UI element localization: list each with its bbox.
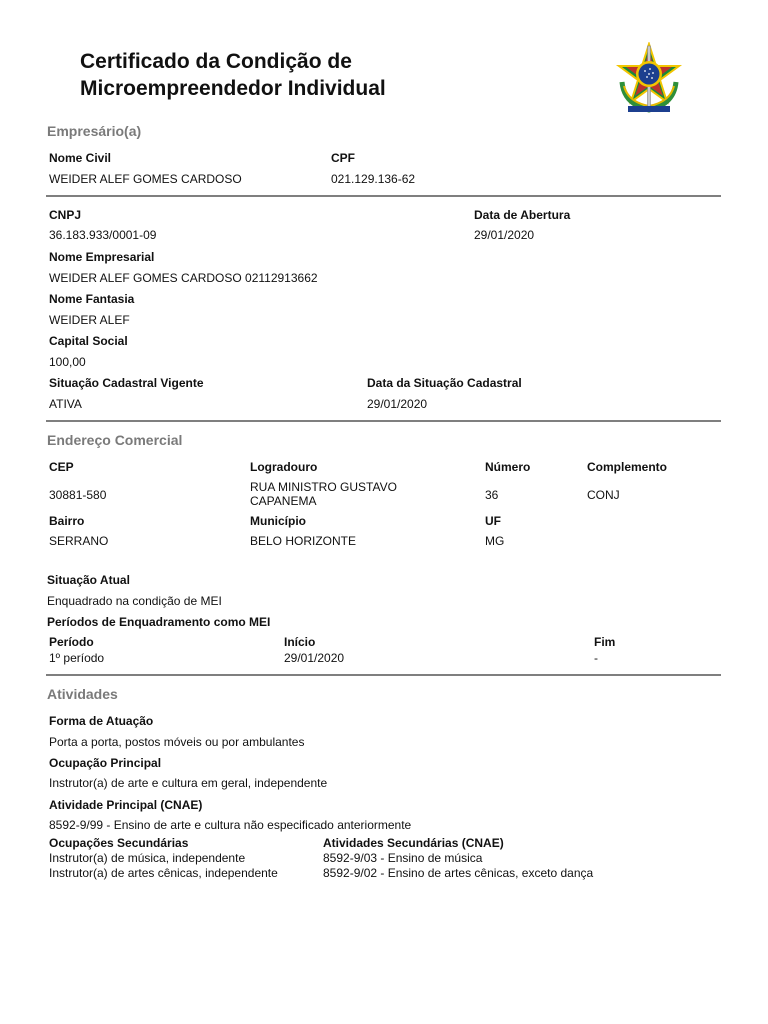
logradouro-value-line1: RUA MINISTRO GUSTAVO — [250, 480, 397, 494]
capital-social-label: Capital Social — [49, 334, 128, 348]
section-atividades: Atividades — [47, 686, 118, 702]
forma-atuacao-label: Forma de Atuação — [49, 714, 154, 728]
cep-label: CEP — [49, 460, 74, 474]
situacao-cadastral-label: Situação Cadastral Vigente — [49, 376, 204, 390]
cpf-label: CPF — [331, 151, 355, 165]
numero-label: Número — [485, 460, 531, 474]
data-situacao-label: Data da Situação Cadastral — [367, 376, 522, 390]
ocupacao-principal-label: Ocupação Principal — [49, 756, 162, 770]
ocupacao-secundaria-item: Instrutor(a) de artes cênicas, independente — [49, 866, 278, 880]
cnpj-value: 36.183.933/0001-09 — [49, 228, 157, 242]
capital-social-value: 100,00 — [49, 355, 86, 369]
periodos-label: Períodos de Enquadramento como MEI — [47, 615, 271, 629]
divider — [46, 420, 721, 422]
nome-empresarial-value: WEIDER ALEF GOMES CARDOSO 02112913662 — [49, 271, 318, 285]
atividade-principal-label: Atividade Principal (CNAE) — [49, 798, 203, 812]
cpf-value: 021.129.136-62 — [331, 172, 416, 186]
logradouro-value-line2: CAPANEMA — [250, 494, 317, 508]
cep-value: 30881-580 — [49, 488, 107, 502]
nome-fantasia-value: WEIDER ALEF — [49, 313, 130, 327]
section-empresario: Empresário(a) — [47, 123, 142, 139]
uf-value: MG — [485, 534, 505, 548]
data-abertura-label: Data de Abertura — [474, 208, 571, 222]
nome-civil-label: Nome Civil — [49, 151, 112, 165]
situacao-atual-value: Enquadrado na condição de MEI — [47, 594, 222, 608]
page-title-line1: Certificado da Condição de — [80, 50, 352, 73]
municipio-value: BELO HORIZONTE — [250, 534, 357, 548]
uf-label: UF — [485, 514, 501, 528]
divider — [46, 674, 721, 676]
atividades-secundarias-label: Atividades Secundárias (CNAE) — [323, 836, 504, 850]
numero-value: 36 — [485, 488, 499, 502]
complemento-value: CONJ — [587, 488, 620, 502]
nome-empresarial-label: Nome Empresarial — [49, 250, 155, 264]
atividade-secundaria-item: 8592-9/02 - Ensino de artes cênicas, exceto dança — [323, 866, 594, 880]
logradouro-label: Logradouro — [250, 460, 318, 474]
periodo-header: Período — [49, 635, 94, 649]
situacao-cadastral-value: ATIVA — [49, 397, 82, 411]
divider — [46, 195, 721, 197]
nome-civil-value: WEIDER ALEF GOMES CARDOSO — [49, 172, 242, 186]
inicio-header: Início — [284, 635, 316, 649]
situacao-atual-label: Situação Atual — [47, 573, 130, 587]
ocupacao-secundaria-item: Instrutor(a) de música, independente — [49, 851, 246, 865]
municipio-label: Município — [250, 514, 306, 528]
brazil-coat-of-arms-icon — [612, 42, 686, 116]
atividade-principal-value: 8592-9/99 - Ensino de arte e cultura não especificado anteriormente — [49, 818, 412, 832]
data-situacao-value: 29/01/2020 — [367, 397, 428, 411]
fim-header: Fim — [594, 635, 616, 649]
periodo-value: 1º período — [49, 651, 105, 665]
inicio-value: 29/01/2020 — [284, 651, 345, 665]
section-endereco: Endereço Comercial — [47, 432, 183, 448]
nome-fantasia-label: Nome Fantasia — [49, 292, 135, 306]
forma-atuacao-value: Porta a porta, postos móveis ou por ambulantes — [49, 735, 305, 749]
page-title-line2: Microempreendedor Individual — [80, 77, 386, 100]
bairro-label: Bairro — [49, 514, 85, 528]
fim-value: - — [594, 651, 598, 665]
bairro-value: SERRANO — [49, 534, 109, 548]
complemento-label: Complemento — [587, 460, 668, 474]
ocupacoes-secundarias-label: Ocupações Secundárias — [49, 836, 189, 850]
ocupacao-principal-value: Instrutor(a) de arte e cultura em geral, independente — [49, 776, 328, 790]
cnpj-label: CNPJ — [49, 208, 82, 222]
data-abertura-value: 29/01/2020 — [474, 228, 535, 242]
atividade-secundaria-item: 8592-9/03 - Ensino de música — [323, 851, 483, 865]
